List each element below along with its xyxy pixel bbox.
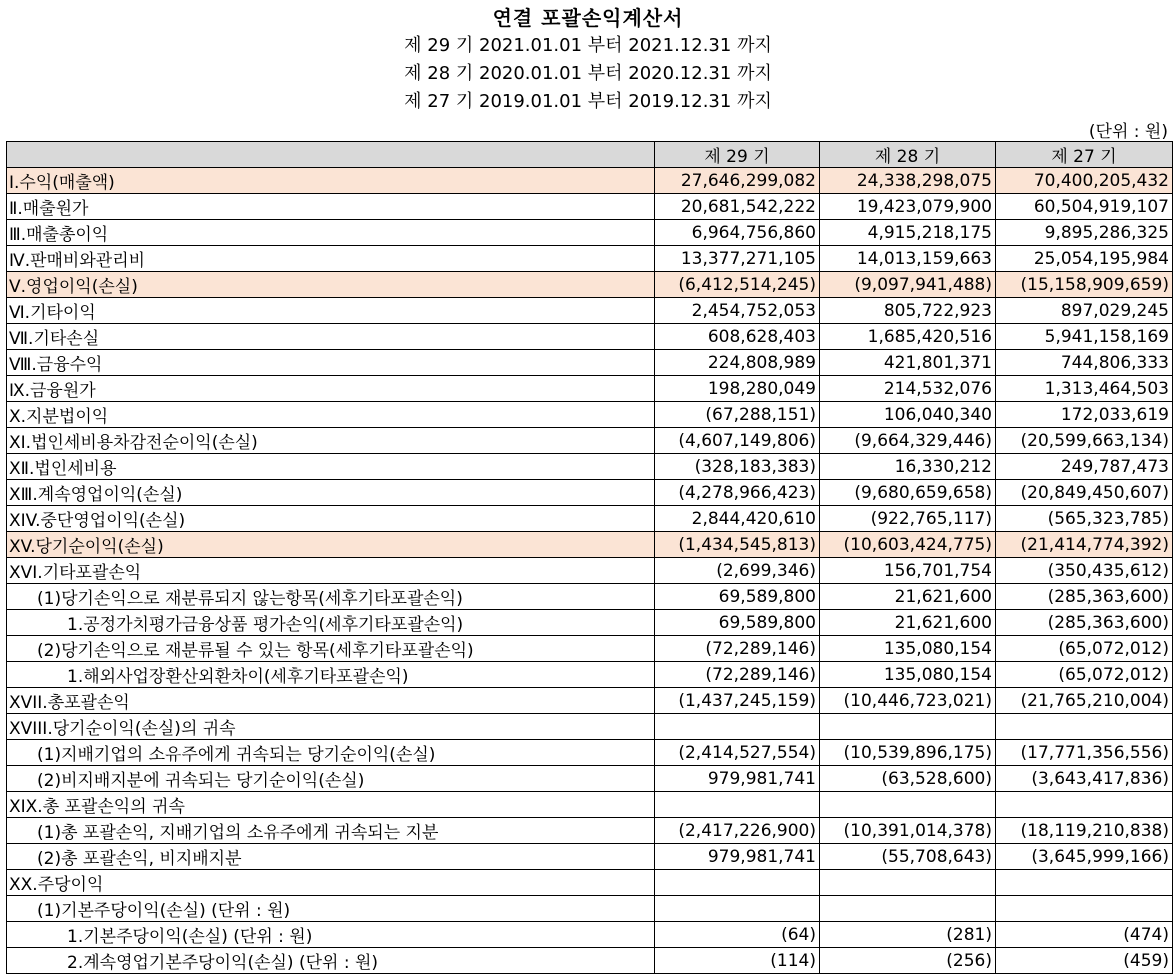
value-period-27: 744,806,333 bbox=[996, 350, 1173, 376]
value-period-27: 70,400,205,432 bbox=[996, 168, 1173, 194]
row-label: XⅡ.법인세비용 bbox=[7, 454, 655, 480]
value-period-29: (1,434,545,813) bbox=[655, 532, 820, 558]
value-period-27: (65,072,012) bbox=[996, 636, 1173, 662]
value-period-28: (10,391,014,378) bbox=[820, 818, 996, 844]
table-row bbox=[7, 766, 1173, 792]
value-period-27: (285,363,600) bbox=[996, 610, 1173, 636]
row-label: XIV.중단영업이익(손실) bbox=[7, 506, 655, 532]
table-row bbox=[7, 740, 1173, 766]
table-row bbox=[7, 480, 1173, 506]
value-period-27 bbox=[996, 896, 1173, 922]
value-period-27: (65,072,012) bbox=[996, 662, 1173, 688]
value-period-27: 5,941,158,169 bbox=[996, 324, 1173, 350]
value-period-28: (55,708,643) bbox=[820, 844, 996, 870]
row-label: (1)당기손익으로 재분류되지 않는항목(세후기타포괄손익) bbox=[7, 584, 655, 610]
row-label: XX.주당이익 bbox=[7, 870, 655, 896]
value-period-28: 24,338,298,075 bbox=[820, 168, 996, 194]
table-row bbox=[7, 506, 1173, 532]
table-row bbox=[7, 272, 1173, 298]
row-label: XV.당기순이익(손실) bbox=[7, 532, 655, 558]
table-row bbox=[7, 220, 1173, 246]
value-period-29: (4,607,149,806) bbox=[655, 428, 820, 454]
row-label: (2)당기손익으로 재분류될 수 있는 항목(세후기타포괄손익) bbox=[7, 636, 655, 662]
value-period-29: (6,412,514,245) bbox=[655, 272, 820, 298]
value-period-28: (922,765,117) bbox=[820, 506, 996, 532]
header-label-cell bbox=[7, 142, 655, 168]
value-period-29: 979,981,741 bbox=[655, 844, 820, 870]
period-27: 제 27 기 2019.01.01 부터 2019.12.31 까지 bbox=[404, 91, 772, 112]
value-period-28: 16,330,212 bbox=[820, 454, 996, 480]
value-period-29: (67,288,151) bbox=[655, 402, 820, 428]
table-row bbox=[7, 610, 1173, 636]
value-period-27: (21,414,774,392) bbox=[996, 532, 1173, 558]
value-period-27 bbox=[996, 870, 1173, 896]
header-period-27: 제 27 기 bbox=[996, 142, 1173, 168]
value-period-27: (18,119,210,838) bbox=[996, 818, 1173, 844]
value-period-29 bbox=[655, 714, 820, 740]
value-period-29 bbox=[655, 896, 820, 922]
row-label: XVIII.당기순이익(손실)의 귀속 bbox=[7, 714, 655, 740]
value-period-29: 69,589,800 bbox=[655, 610, 820, 636]
value-period-27: (285,363,600) bbox=[996, 584, 1173, 610]
value-period-29: (72,289,146) bbox=[655, 662, 820, 688]
value-period-27: (17,771,356,556) bbox=[996, 740, 1173, 766]
table-row bbox=[7, 376, 1173, 402]
value-period-28 bbox=[820, 896, 996, 922]
row-label: Ⅸ.금융원가 bbox=[7, 376, 655, 402]
table-row bbox=[7, 818, 1173, 844]
header-period-28: 제 28 기 bbox=[820, 142, 996, 168]
value-period-27: 25,054,195,984 bbox=[996, 246, 1173, 272]
value-period-28 bbox=[820, 870, 996, 896]
table-row bbox=[7, 662, 1173, 688]
value-period-28: 214,532,076 bbox=[820, 376, 996, 402]
value-period-28: (63,528,600) bbox=[820, 766, 996, 792]
table-row bbox=[7, 246, 1173, 272]
income-statement-table bbox=[6, 141, 1173, 974]
value-period-29: (2,417,226,900) bbox=[655, 818, 820, 844]
period-29: 제 29 기 2021.01.01 부터 2021.12.31 까지 bbox=[404, 35, 772, 56]
value-period-28: (9,680,659,658) bbox=[820, 480, 996, 506]
value-period-27: 249,787,473 bbox=[996, 454, 1173, 480]
value-period-27: (565,323,785) bbox=[996, 506, 1173, 532]
value-period-29: 69,589,800 bbox=[655, 584, 820, 610]
unit-label: (단위 : 원) bbox=[1088, 122, 1168, 142]
value-period-29: (114) bbox=[655, 948, 820, 974]
value-period-27: 60,504,919,107 bbox=[996, 194, 1173, 220]
table-row bbox=[7, 896, 1173, 922]
table-row bbox=[7, 948, 1173, 974]
row-label: Ⅱ.매출원가 bbox=[7, 194, 655, 220]
table-row bbox=[7, 844, 1173, 870]
row-label: XVII.총포괄손익 bbox=[7, 688, 655, 714]
row-label: 1.기본주당이익(손실) (단위 : 원) bbox=[7, 922, 655, 948]
value-period-27: (20,599,663,134) bbox=[996, 428, 1173, 454]
value-period-28: (281) bbox=[820, 922, 996, 948]
table-row bbox=[7, 714, 1173, 740]
value-period-27: (20,849,450,607) bbox=[996, 480, 1173, 506]
value-period-28: 135,080,154 bbox=[820, 662, 996, 688]
value-period-28: 156,701,754 bbox=[820, 558, 996, 584]
row-label: (2)총 포괄손익, 비지배지분 bbox=[7, 844, 655, 870]
value-period-27 bbox=[996, 792, 1173, 818]
value-period-28: (10,603,424,775) bbox=[820, 532, 996, 558]
value-period-27: (474) bbox=[996, 922, 1173, 948]
value-period-29: 224,808,989 bbox=[655, 350, 820, 376]
value-period-27: (3,645,999,166) bbox=[996, 844, 1173, 870]
value-period-28: (256) bbox=[820, 948, 996, 974]
value-period-29: 13,377,271,105 bbox=[655, 246, 820, 272]
value-period-28: (10,446,723,021) bbox=[820, 688, 996, 714]
row-label: Ⅷ.금융수익 bbox=[7, 350, 655, 376]
table-row bbox=[7, 194, 1173, 220]
value-period-28: (9,664,329,446) bbox=[820, 428, 996, 454]
value-period-27: (3,643,417,836) bbox=[996, 766, 1173, 792]
table-row bbox=[7, 922, 1173, 948]
value-period-29: 2,454,752,053 bbox=[655, 298, 820, 324]
value-period-29: 198,280,049 bbox=[655, 376, 820, 402]
value-period-28: 1,685,420,516 bbox=[820, 324, 996, 350]
value-period-27: (21,765,210,004) bbox=[996, 688, 1173, 714]
value-period-28: (9,097,941,488) bbox=[820, 272, 996, 298]
value-period-29: (328,183,383) bbox=[655, 454, 820, 480]
table-row bbox=[7, 428, 1173, 454]
row-label: XI.법인세비용차감전순이익(손실) bbox=[7, 428, 655, 454]
period-28: 제 28 기 2020.01.01 부터 2020.12.31 까지 bbox=[404, 63, 772, 84]
table-header-row bbox=[7, 142, 1173, 168]
row-label: 1.공정가치평가금융상품 평가손익(세후기타포괄손익) bbox=[7, 610, 655, 636]
value-period-29: (4,278,966,423) bbox=[655, 480, 820, 506]
value-period-28 bbox=[820, 714, 996, 740]
value-period-27: (459) bbox=[996, 948, 1173, 974]
table-row bbox=[7, 532, 1173, 558]
table-row bbox=[7, 168, 1173, 194]
table-row bbox=[7, 454, 1173, 480]
row-label: Ⅵ.기타이익 bbox=[7, 298, 655, 324]
value-period-27: 1,313,464,503 bbox=[996, 376, 1173, 402]
table-row bbox=[7, 558, 1173, 584]
row-label: (1)기본주당이익(손실) (단위 : 원) bbox=[7, 896, 655, 922]
row-label: Ⅶ.기타손실 bbox=[7, 324, 655, 350]
row-label: XVI.기타포괄손익 bbox=[7, 558, 655, 584]
row-label: (1)지배기업의 소유주에게 귀속되는 당기순이익(손실) bbox=[7, 740, 655, 766]
value-period-28 bbox=[820, 792, 996, 818]
value-period-28: 4,915,218,175 bbox=[820, 220, 996, 246]
value-period-28: 19,423,079,900 bbox=[820, 194, 996, 220]
value-period-27 bbox=[996, 714, 1173, 740]
value-period-29: (1,437,245,159) bbox=[655, 688, 820, 714]
value-period-27: (350,435,612) bbox=[996, 558, 1173, 584]
value-period-29: 27,646,299,082 bbox=[655, 168, 820, 194]
table-row bbox=[7, 402, 1173, 428]
statement-title: 연결 포괄손익계산서 bbox=[492, 6, 684, 30]
header-period-29: 제 29 기 bbox=[655, 142, 820, 168]
value-period-28: 21,621,600 bbox=[820, 610, 996, 636]
row-label: XⅢ.계속영업이익(손실) bbox=[7, 480, 655, 506]
row-label: Ⅳ.판매비와관리비 bbox=[7, 246, 655, 272]
value-period-28: 421,801,371 bbox=[820, 350, 996, 376]
value-period-29: (2,414,527,554) bbox=[655, 740, 820, 766]
value-period-29: 979,981,741 bbox=[655, 766, 820, 792]
value-period-27: (15,158,909,659) bbox=[996, 272, 1173, 298]
value-period-29: (72,289,146) bbox=[655, 636, 820, 662]
table-row bbox=[7, 584, 1173, 610]
row-label: 2.계속영업기본주당이익(손실) (단위 : 원) bbox=[7, 948, 655, 974]
value-period-27: 9,895,286,325 bbox=[996, 220, 1173, 246]
row-label: (1)총 포괄손익, 지배기업의 소유주에게 귀속되는 지분 bbox=[7, 818, 655, 844]
value-period-29 bbox=[655, 792, 820, 818]
value-period-28: 14,013,159,663 bbox=[820, 246, 996, 272]
value-period-29: 2,844,420,610 bbox=[655, 506, 820, 532]
value-period-29: (2,699,346) bbox=[655, 558, 820, 584]
row-label: Ⅲ.매출총이익 bbox=[7, 220, 655, 246]
table-row bbox=[7, 350, 1173, 376]
row-label: Ⅹ.지분법이익 bbox=[7, 402, 655, 428]
table-row bbox=[7, 792, 1173, 818]
row-label: XIX.총 포괄손익의 귀속 bbox=[7, 792, 655, 818]
value-period-29: 608,628,403 bbox=[655, 324, 820, 350]
row-label: 1.해외사업장환산외환차이(세후기타포괄손익) bbox=[7, 662, 655, 688]
table-row bbox=[7, 636, 1173, 662]
value-period-28: 805,722,923 bbox=[820, 298, 996, 324]
row-label: Ⅰ.수익(매출액) bbox=[7, 168, 655, 194]
table-row bbox=[7, 324, 1173, 350]
value-period-28: (10,539,896,175) bbox=[820, 740, 996, 766]
table-row bbox=[7, 870, 1173, 896]
value-period-29: 6,964,756,860 bbox=[655, 220, 820, 246]
value-period-27: 172,033,619 bbox=[996, 402, 1173, 428]
value-period-27: 897,029,245 bbox=[996, 298, 1173, 324]
value-period-29: 20,681,542,222 bbox=[655, 194, 820, 220]
row-label: (2)비지배지분에 귀속되는 당기순이익(손실) bbox=[7, 766, 655, 792]
value-period-28: 21,621,600 bbox=[820, 584, 996, 610]
value-period-28: 106,040,340 bbox=[820, 402, 996, 428]
row-label: Ⅴ.영업이익(손실) bbox=[7, 272, 655, 298]
value-period-29: (64) bbox=[655, 922, 820, 948]
value-period-29 bbox=[655, 870, 820, 896]
value-period-28: 135,080,154 bbox=[820, 636, 996, 662]
table-row bbox=[7, 688, 1173, 714]
table-row bbox=[7, 298, 1173, 324]
